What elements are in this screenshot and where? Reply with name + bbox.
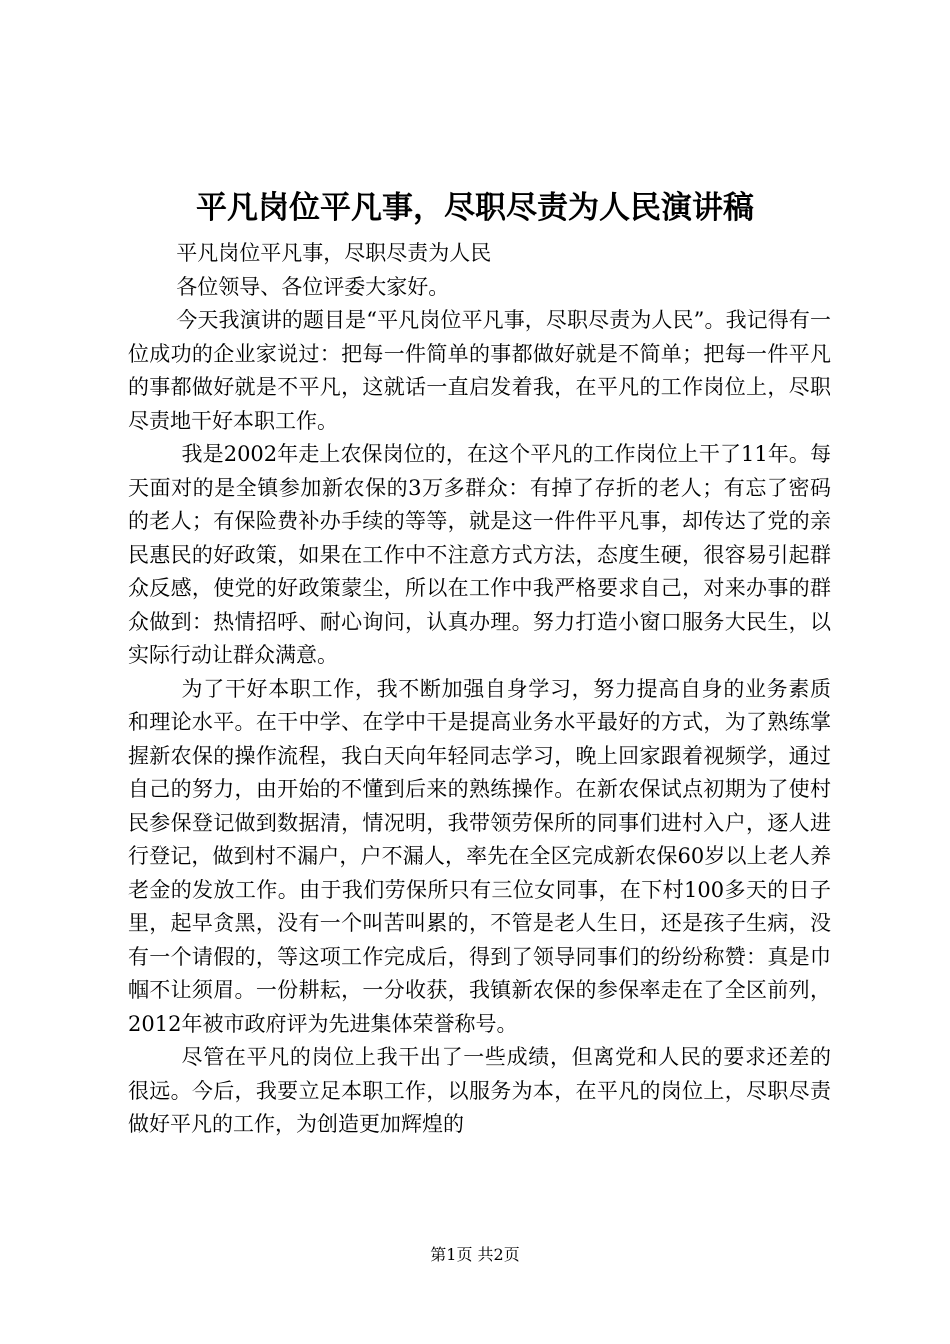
paragraph: 为了干好本职工作，我不断加强自身学习，努力提高自身的业务素质和理论水平。在干中学、在学中干是提高业务水平最好的方式，为了熟练掌握新农保的操作流程，我白天向年轻同志学习，晚上回家跟着视频学，通过自己的努力，由开始的不懂到后来的熟练操作。在新农保试点初期为了使村民参保登记做到数据清，情况明，我带领劳保所的同事们进村入户，逐人进行登记，做到村不漏户，户不漏人，率先在全区完成新农保60岁以上老人养老金的发放工作。由于我们劳保所只有三位女同事，在下村100多天的日子里，起早贪黑，没有一个叫苦叫累的，不管是老人生日，还是孩子生病，没有一个请假的，等这项工作完成后，得到了领导同事们的纷纷称赞：真是巾帼不让须眉。一份耕耘，一分收获，我镇新农保的参保率走在了全区前列，2012年被市政府评为先进集体荣誉称号。 [128,676,831,1036]
subtitle-line: 平凡岗位平凡事，尽职尽责为人民 [176,241,492,265]
paragraph: 尽管在平凡的岗位上我干出了一些成绩，但离党和人民的要求还差的很远。今后，我要立足本职工作，以服务为本，在平凡的岗位上，尽职尽责做好平凡的工作，为创造更加辉煌的 [128,1045,831,1136]
page-footer: 第1页 共2页 [430,1245,520,1264]
paragraph: 我是2002年走上农保岗位的，在这个平凡的工作岗位上干了11年。每天面对的是全镇参加新农保的3万多群众：有掉了存折的老人；有忘了密码的老人；有保险费补办手续的等等，就是这一件件平凡事，却传达了党的亲民惠民的好政策，如果在工作中不注意方式方法，态度生硬，很容易引起群众反感，使党的好政策蒙尘，所以在工作中我严格要求自己，对来办事的群众做到：热情招呼、耐心询问，认真办理。努力打造小窗口服务大民生，以实际行动让群众满意。 [128,442,831,667]
greeting-line: 各位领导、各位评委大家好。 [176,274,450,299]
document-title: 平凡岗位平凡事，尽职尽责为人民演讲稿 [196,190,754,226]
paragraph: 今天我演讲的题目是“平凡岗位平凡事，尽职尽责为人民”。我记得有一位成功的企业家说过：把每一件简单的事都做好就是不简单；把每一件平凡的事都做好就是不平凡，这就话一直启发着我，在平凡的工作岗位上，尽职尽责地干好本职工作。 [128,308,831,433]
document-body [128,237,831,1142]
